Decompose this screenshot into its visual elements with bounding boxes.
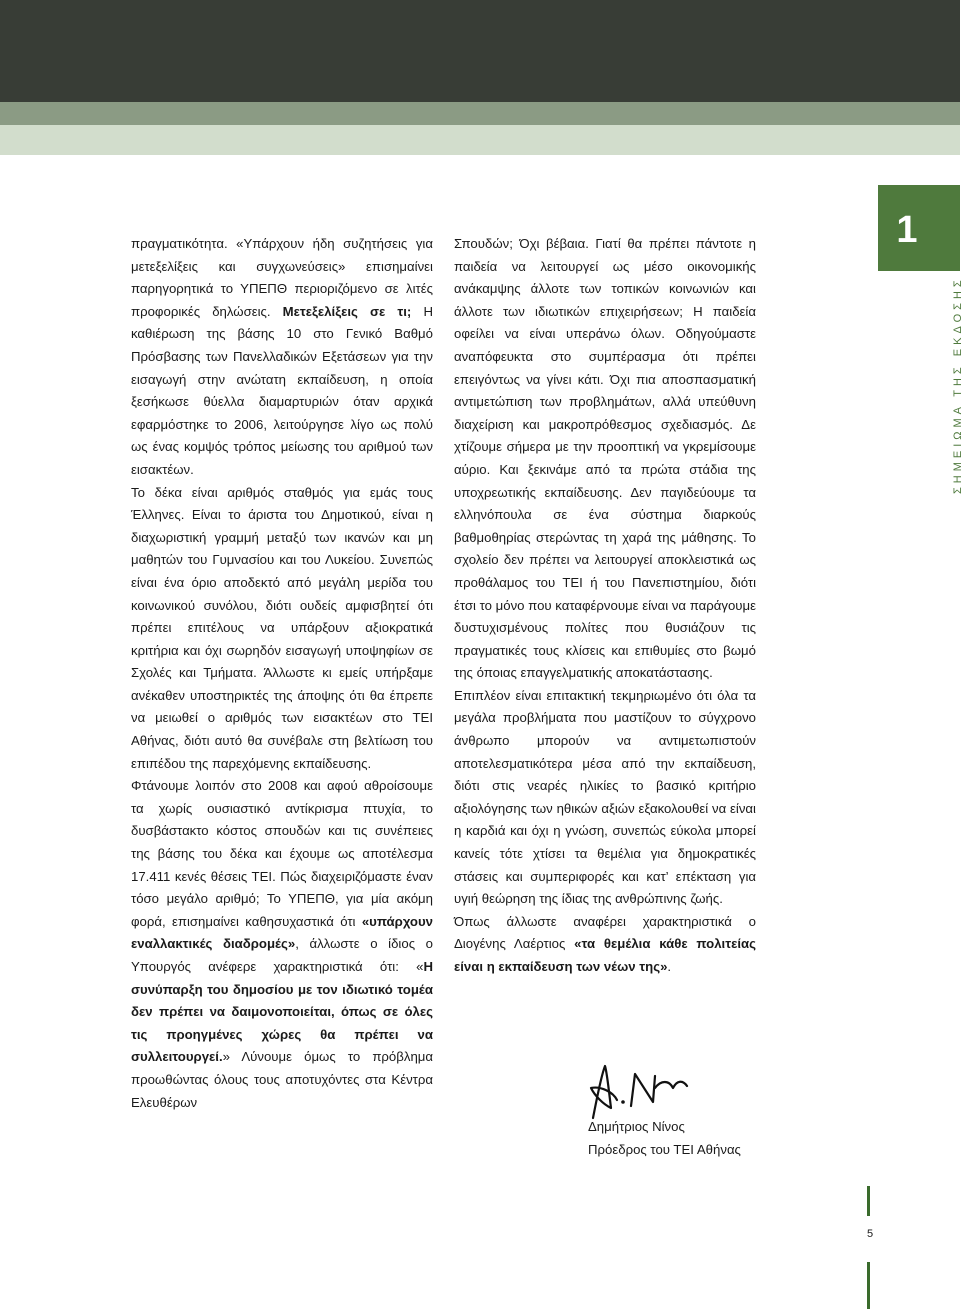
- bold-question: Μετεξελίξεις σε τι;: [282, 303, 412, 319]
- paragraph: Σπουδών; Όχι βέβαια. Γιατί θα πρέπει πάντοτε η παιδεία να λειτουργεί ως μέσο οικονομικής ανάκαμψης άλλοτε των τοπικών κοινωνιών και άλλοτε των ιδιωτικών επιχειρήσεων; Η παιδεία οφείλει να είναι υπεράνω όλων. Οδηγούμαστε αναπόφευκτα στο συμπέρασμα ότι πρέπει επειγόντως να γίνει κάτι. Όχι πια αποσπασματική αντιμετώπιση των προβλημάτων, αλλά υπεύθυνη διαχείριση και μακροπρόθεσμος σχεδιασμός. Δε χτίζουμε σήμερα με την προοπτική να γκρεμίσουμε αύριο. Και ξεκινάμε από τα πρώτα στάδια της υποχρεωτικής εκπαίδευσης. Δεν παγιδεύουμε τα ελληνόπουλα σε ένα σύστημα διαρκούς βαθμοθηρίας στερώντας τη χαρά της μάθησης. Το σχολείο δεν πρέπει να λειτουργεί αποκλειστικά ως προθάλαμος του ΤΕΙ ή του Πανεπιστημίου, διότι έτσι το μόνο που καταφέρνουμε είναι να παράγουμε δυστυχισμένους πολίτες που θυσιάζουν τις πραγματικές τους κλίσεις και επιθυμίες στο βωμό της όποιας επαγγελματικής αποκατάστασης.: [454, 236, 756, 681]
- decorative-line: [867, 1262, 870, 1309]
- header-band-light: [0, 125, 960, 155]
- header-band-dark: [0, 0, 960, 102]
- right-column: [454, 233, 756, 979]
- chapter-number: 1: [896, 208, 918, 251]
- paragraph: Όπως άλλωστε αναφέρει χαρακτηριστικά ο Διογένης Λαέρτιος «τα θεμέλια κάθε πολιτείας είναι η εκπαίδευση των νέων της».: [454, 913, 756, 974]
- bold-quote: «τα θεμέλια κάθε πολιτείας είναι η εκπαίδευση των νέων της»: [454, 936, 756, 974]
- signer-title: Πρόεδρος του ΤΕΙ Αθήνας: [588, 1141, 741, 1157]
- page-number: 5: [866, 1228, 874, 1240]
- section-vertical-label: ΣΗΜΕΙΩΜΑ ΤΗΣ ΕΚΔΟΣΗΣ: [952, 276, 964, 494]
- left-column: [131, 233, 433, 1114]
- paragraph: πραγματικότητα. «Υπάρχουν ήδη συζητήσεις για μετεξελίξεις και συγχωνεύσεις» επισημαίνει παρηγορητικά το ΥΠΕΠΘ περιοριζόμενο σε λιτές προφορικές δηλώσεις. Μετεξελίξεις σε τι; Η καθιέρωση της βάσης 10 στο Γενικό Βαθμό Πρόσβασης των Πανελλαδικών Εξετάσεων για την εισαγωγή στην ανώτατη εκπαίδευση, η οποία ξεσήκωσε θύελλα διαμαρτυριών όταν αρχικά εφαρμόστηκε το 2006, λειτούργησε λίγο ως πολύ ως ένας κομψός τρόπος μείωσης του αριθμού των εισακτέων.: [131, 236, 433, 477]
- signer-block: [588, 1116, 741, 1161]
- bold-quote: Η συνύπαρξη του δημοσίου με τον ιδιωτικό τομέα δεν πρέπει να δαιμονοποιείται, όπως σε όλες τις προηγμένες χώρες θα πρέπει να συλλειτουργεί.: [131, 959, 433, 1065]
- chapter-tab: [878, 185, 960, 271]
- decorative-line: [867, 1186, 870, 1216]
- header-band-mid: [0, 102, 960, 125]
- paragraph: Το δέκα είναι αριθμός σταθμός για εμάς τους Έλληνες. Είναι το άριστα του Δημοτικού, είναι η διαχωριστική γραμμή μεταξύ των ικανών και μη μαθητών του Γυμνασίου και του Λυκείου. Συνεπώς είναι ένα όριο αποδεκτό από μεγάλη μερίδα του κοινωνικού συνόλου, διότι ουδείς αμφισβητεί ότι πρέπει επιτέλους να υπάρξουν αξιοκρατικά κριτήρια και όχι σωρηδόν εισαγωγή υποψηφίων σε Σχολές και Τμήματα. Άλλωστε κι εμείς υπήρξαμε ανέκαθεν υποστηρικτές της άποψης ότι θα έπρεπε να μειωθεί ο αριθμός των εισακτέων στο ΤΕΙ Αθήνας, διότι αυτό θα συνέβαλε στη βελτίωση του επιπέδου της παρεχόμενης εκπαίδευσης.: [131, 484, 433, 771]
- paragraph: Επιπλέον είναι επιτακτική τεκμηριωμένο ότι όλα τα μεγάλα προβλήματα που μαστίζουν το σύγχρονο άνθρωπο μπορούν να αντιμετωπιστούν αποτελεσματικότερα μέσα από την εκπαίδευση, διότι στις νεαρές ηλικίες το βασικό κριτήριο αξιολόγησης των ηθικών αξιών εξακολουθεί να είναι η καρδιά και όχι η γνώση, συνεπώς εύκολα μπορεί κανείς τότε χτίσει τα θεμέλια για δημοκρατικές στάσεις και συμπεριφορές και κατ’ επέκταση για υγιή θεώρηση της ίδιας της ανθρώπινης ζωής.: [454, 687, 756, 907]
- signer-name: Δημήτριος Νίνος: [588, 1119, 685, 1134]
- bold-quote: «υπάρχουν εναλλακτικές διαδρομές»: [131, 913, 433, 952]
- paragraph: Φτάνουμε λοιπόν στο 2008 και αφού αθροίσουμε τα χωρίς ουσιαστικό αντίκρισμα πτυχία, το δυσβάστακτο κόστος σπουδών και τις συνέπειες της βάσης του δέκα και έχουμε ως αποτέλεσμα 17.411 κενές θέσεις ΤΕΙ. Πώς διαχειριζόμαστε έναν τόσο μεγάλο αριθμό; Το ΥΠΕΠΘ, για μία ακόμη φορά, επισημαίνει καθησυχαστικά ότι «υπάρχουν εναλλακτικές διαδρομές», άλλωστε ο ίδιος ο Υπουργός ανέφερε χαρακτηριστικά ότι: «Η συνύπαρξη του δημοσίου με τον ιδιωτικό τομέα δεν πρέπει να δαιμονοποιείται, όπως σε όλες τις προηγμένες χώρες θα πρέπει να συλλειτουργεί.» Λύνουμε όμως το πρόβλημα προωθώντας όλους τους αποτυχόντες στα Κέντρα Ελευθέρων: [131, 778, 434, 1110]
